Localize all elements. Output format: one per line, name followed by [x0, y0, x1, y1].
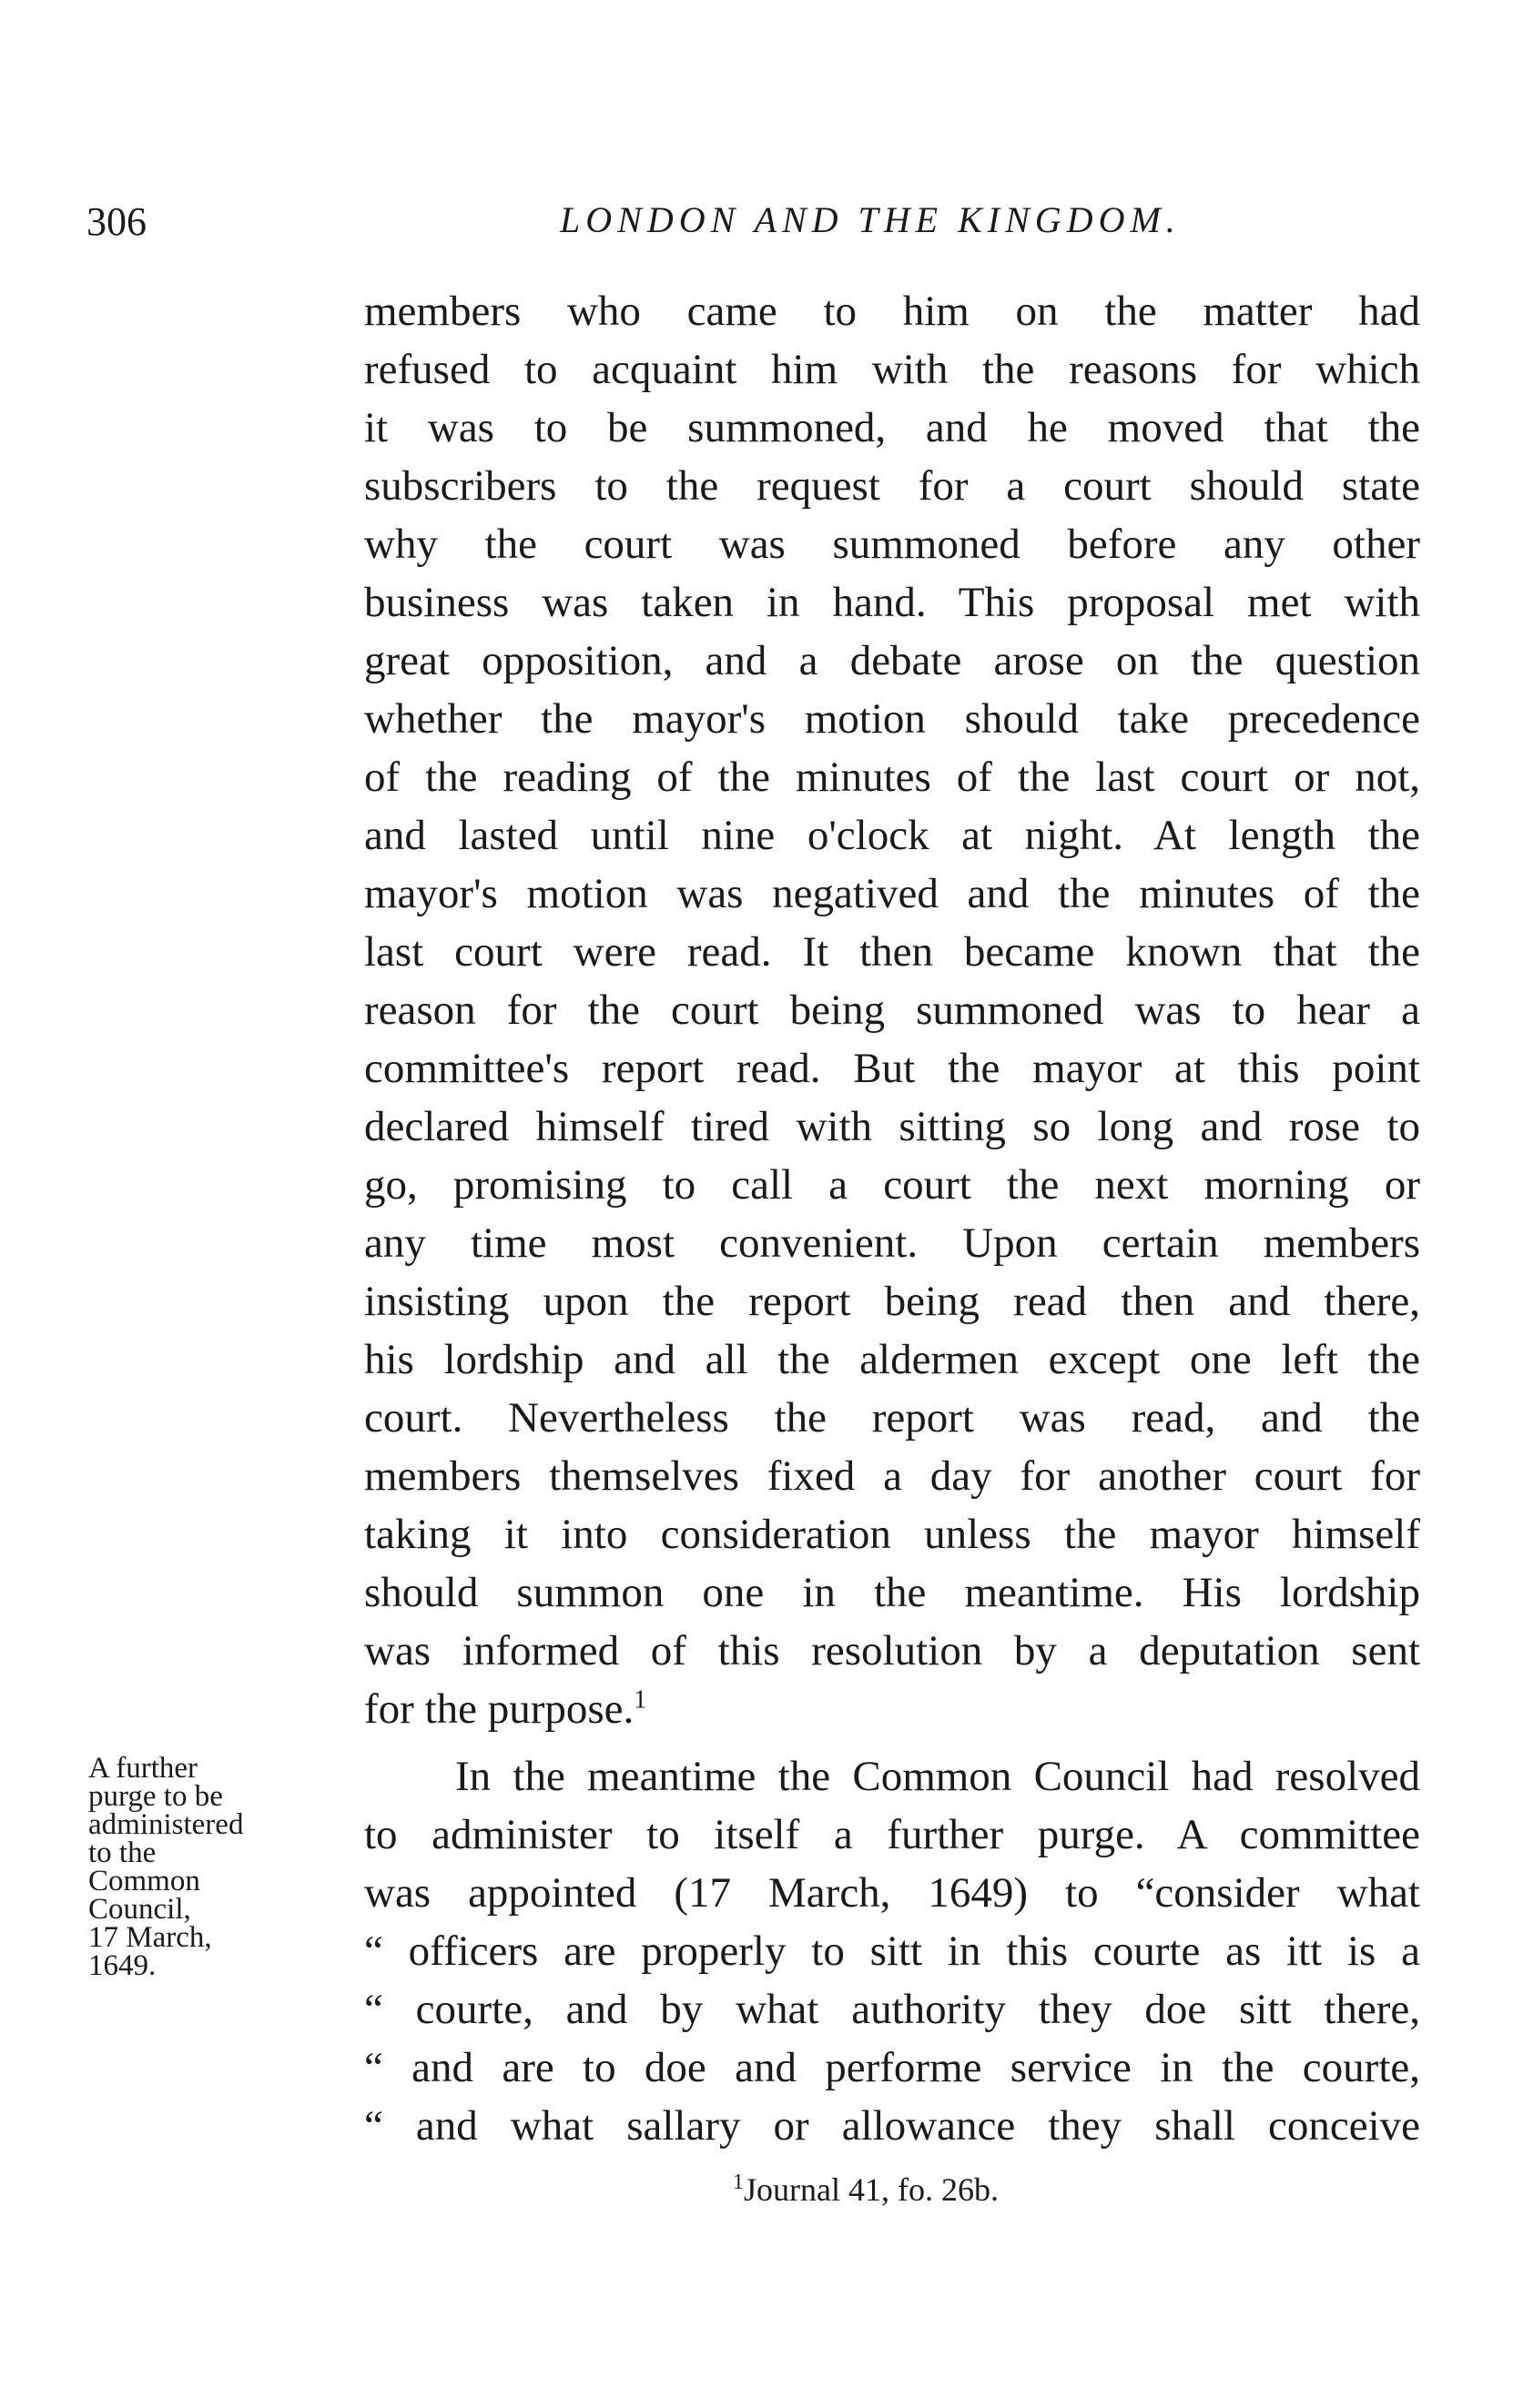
text-line: court. Nevertheless the report was read, and the — [364, 1394, 1420, 1442]
sidenote-line: Council, — [88, 1893, 191, 1926]
footnote-reference[interactable]: 1 — [634, 1685, 647, 1715]
sidenote-line: purge to be — [88, 1780, 223, 1813]
text-line: should summon one in the meantime. His lordship — [364, 1569, 1420, 1616]
text-line: committee's report read. But the mayor at this point — [364, 1045, 1420, 1092]
text-line: of the reading of the minutes of the last court or not, — [364, 754, 1420, 801]
text-line: members who came to him on the matter had — [364, 288, 1420, 335]
text-line: any time most convenient. Upon certain members — [364, 1219, 1420, 1267]
text-line: insisting upon the report being read then and there, — [364, 1278, 1420, 1325]
sidenote-line: A further — [88, 1752, 198, 1785]
paragraph-2 — [364, 1747, 1420, 2155]
text-line: to administer to itself a further purge. A committee — [364, 1811, 1420, 1858]
text-line: members themselves fixed a day for another court for — [364, 1452, 1420, 1500]
footnote-marker: 1 — [733, 2170, 744, 2194]
footnote — [733, 2170, 999, 2208]
text-line: last court were read. It then became known that the — [364, 928, 1420, 976]
text-line: was appointed (17 March, 1649) to “consider what — [364, 1869, 1420, 1917]
text-line: it was to be summoned, and he moved that the — [364, 404, 1420, 451]
footnote-text: Journal 41, fo. 26b. — [744, 2171, 999, 2208]
text-line: whether the mayor's motion should take precedence — [364, 695, 1420, 743]
text-line: subscribers to the request for a court should state — [364, 462, 1420, 510]
text-line: business was taken in hand. This proposal met with — [364, 579, 1420, 626]
sidenote-line: Common — [88, 1865, 200, 1897]
text-line: great opposition, and a debate arose on the question — [364, 637, 1420, 684]
text-line: “ courte, and by what authority they doe sitt there, — [364, 1986, 1420, 2033]
paragraph-1 — [364, 282, 1420, 1738]
text-line: why the court was summoned before any other — [364, 521, 1420, 568]
text-line: “ officers are properly to sitt in this courte as itt is a — [364, 1927, 1420, 1975]
sidenote-line: administered — [88, 1808, 244, 1841]
sidenote-line: 1649. — [88, 1949, 157, 1982]
page-number: 306 — [86, 199, 147, 244]
text-line-indented: In the meantime the Common Council had resolved — [455, 1753, 1420, 1800]
sidenote-line: to the — [88, 1836, 157, 1869]
text-line: and lasted until nine o'clock at night. At length the — [364, 812, 1420, 859]
text-line: taking it into consideration unless the mayor himself — [364, 1511, 1420, 1558]
text-line: go, promising to call a court the next morning or — [364, 1161, 1420, 1209]
text-line: “ and what sallary or allowance they shall conceive — [364, 2102, 1420, 2150]
text-line: mayor's motion was negatived and the minutes of the — [364, 870, 1420, 917]
sidenote-line: 17 March, — [88, 1921, 212, 1954]
margin-sidenote — [88, 1752, 325, 1982]
text-line: reason for the court being summoned was to hear a — [364, 986, 1420, 1034]
text-line: “ and are to doe and performe service in the courte, — [364, 2044, 1420, 2091]
text-line: refused to acquaint him with the reasons for which — [364, 346, 1420, 393]
text-line: was informed of this resolution by a deputation sent — [364, 1627, 1420, 1674]
running-head: LONDON AND THE KINGDOM. — [560, 199, 1181, 240]
text-line-last — [364, 1680, 1420, 1738]
text-line: his lordship and all the aldermen except one left the — [364, 1336, 1420, 1383]
text-line: declared himself tired with sitting so long and rose to — [364, 1103, 1420, 1150]
text-line-content: for the purpose. — [364, 1685, 635, 1733]
